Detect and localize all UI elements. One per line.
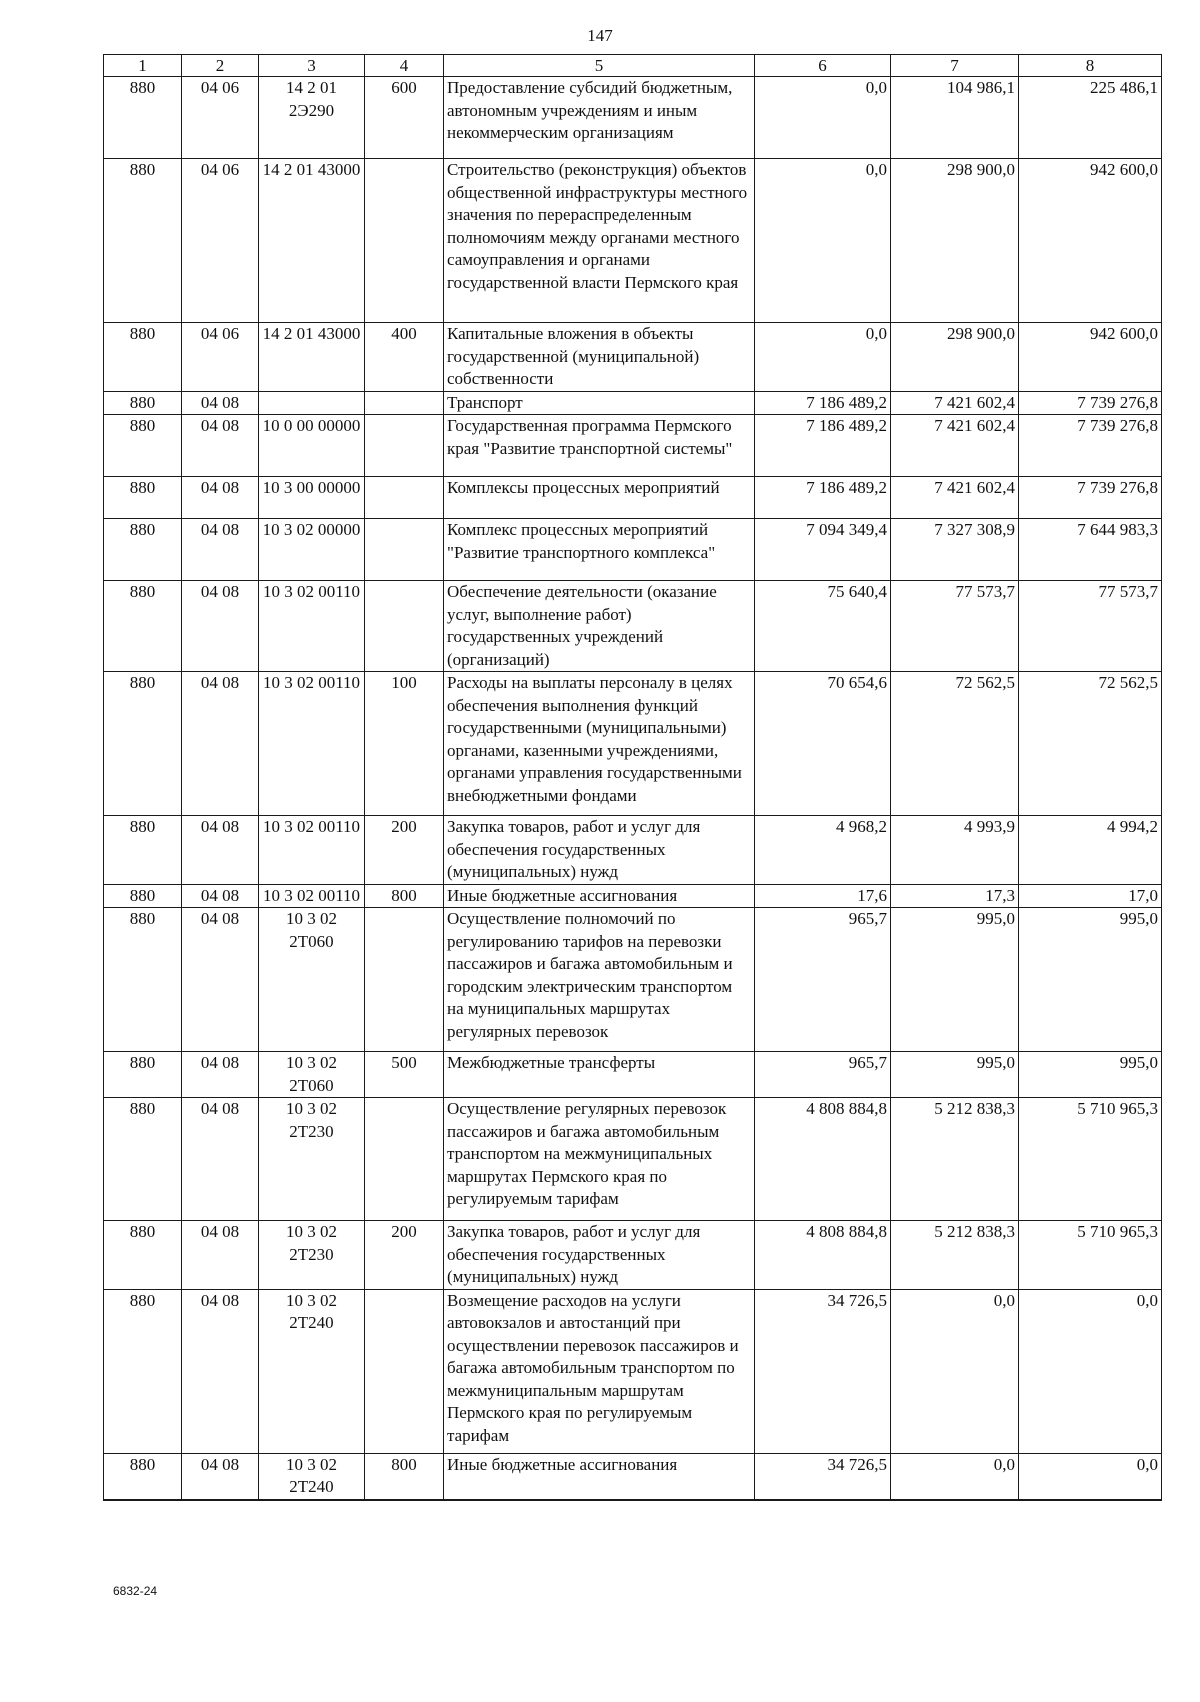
cell-amount-year-1: 7 186 489,2	[755, 415, 891, 477]
cell-target-article: 14 2 01 2Э290	[259, 77, 365, 159]
cell-amount-year-3: 72 562,5	[1019, 672, 1162, 816]
cell-amount-year-1: 0,0	[755, 323, 891, 392]
table-row	[104, 1098, 1162, 1221]
cell-amount-year-1: 0,0	[755, 159, 891, 323]
cell-section-code: 04 08	[182, 1453, 259, 1500]
cell-amount-year-2: 5 212 838,3	[891, 1221, 1019, 1290]
cell-amount-year-2: 7 421 602,4	[891, 391, 1019, 415]
cell-amount-year-1: 965,7	[755, 908, 891, 1052]
cell-target-article: 10 3 02 2T060	[259, 908, 365, 1052]
cell-section-code: 04 08	[182, 391, 259, 415]
table-body	[104, 77, 1162, 1500]
cell-section-code: 04 08	[182, 415, 259, 477]
column-header: 1	[104, 55, 182, 77]
table-row	[104, 908, 1162, 1052]
cell-expense-type: 200	[365, 1221, 444, 1290]
cell-target-article: 10 3 02 00110	[259, 672, 365, 816]
cell-description: Иные бюджетные ассигнования	[444, 1453, 755, 1500]
cell-target-article: 10 3 00 00000	[259, 477, 365, 519]
cell-admin-code: 880	[104, 816, 182, 885]
cell-amount-year-2: 0,0	[891, 1289, 1019, 1453]
cell-admin-code: 880	[104, 1221, 182, 1290]
cell-expense-type	[365, 159, 444, 323]
table-row	[104, 477, 1162, 519]
cell-expense-type	[365, 519, 444, 581]
cell-amount-year-3: 995,0	[1019, 908, 1162, 1052]
cell-section-code: 04 08	[182, 1221, 259, 1290]
cell-amount-year-3: 7 739 276,8	[1019, 415, 1162, 477]
cell-amount-year-2: 298 900,0	[891, 159, 1019, 323]
cell-admin-code: 880	[104, 884, 182, 908]
cell-amount-year-1: 7 186 489,2	[755, 391, 891, 415]
cell-amount-year-1: 75 640,4	[755, 581, 891, 672]
cell-target-article: 10 3 02 00110	[259, 884, 365, 908]
table-row	[104, 581, 1162, 672]
column-header: 8	[1019, 55, 1162, 77]
cell-expense-type	[365, 391, 444, 415]
cell-description: Государственная программа Пермского края "Развитие транспортной системы"	[444, 415, 755, 477]
cell-amount-year-3: 995,0	[1019, 1052, 1162, 1098]
column-header: 6	[755, 55, 891, 77]
cell-section-code: 04 06	[182, 323, 259, 392]
cell-target-article: 10 0 00 00000	[259, 415, 365, 477]
cell-admin-code: 880	[104, 1453, 182, 1500]
cell-expense-type: 400	[365, 323, 444, 392]
cell-expense-type	[365, 908, 444, 1052]
cell-description: Комплексы процессных мероприятий	[444, 477, 755, 519]
cell-amount-year-3: 5 710 965,3	[1019, 1098, 1162, 1221]
document-code: 6832-24	[113, 1584, 158, 1598]
cell-section-code: 04 08	[182, 519, 259, 581]
column-number-row	[104, 55, 1162, 77]
cell-section-code: 04 08	[182, 884, 259, 908]
cell-section-code: 04 08	[182, 1098, 259, 1221]
cell-target-article: 10 3 02 2T240	[259, 1289, 365, 1453]
cell-amount-year-2: 298 900,0	[891, 323, 1019, 392]
cell-description: Предоставление субсидий бюджетным, автономным учреждениям и иным некоммерческим организациям	[444, 77, 755, 159]
cell-section-code: 04 08	[182, 908, 259, 1052]
cell-description: Закупка товаров, работ и услуг для обеспечения государственных (муниципальных) нужд	[444, 816, 755, 885]
table-row	[104, 415, 1162, 477]
cell-amount-year-3: 942 600,0	[1019, 159, 1162, 323]
cell-expense-type: 200	[365, 816, 444, 885]
budget-table	[103, 54, 1162, 1501]
cell-admin-code: 880	[104, 391, 182, 415]
cell-admin-code: 880	[104, 519, 182, 581]
cell-expense-type: 800	[365, 1453, 444, 1500]
cell-amount-year-1: 4 968,2	[755, 816, 891, 885]
cell-description: Возмещение расходов на услуги автовокзалов и автостанций при осуществлении перевозок пассажиров и багажа автомобильным транспортом по межмуниципальным маршрутам Пермского края по регулируемым тарифам	[444, 1289, 755, 1453]
cell-description: Иные бюджетные ассигнования	[444, 884, 755, 908]
cell-target-article	[259, 391, 365, 415]
cell-description: Межбюджетные трансферты	[444, 1052, 755, 1098]
table-row	[104, 1289, 1162, 1453]
cell-amount-year-1: 17,6	[755, 884, 891, 908]
cell-target-article: 10 3 02 00000	[259, 519, 365, 581]
cell-amount-year-2: 77 573,7	[891, 581, 1019, 672]
cell-expense-type	[365, 581, 444, 672]
table-row	[104, 884, 1162, 908]
cell-expense-type	[365, 415, 444, 477]
cell-target-article: 10 3 02 2T060	[259, 1052, 365, 1098]
cell-description: Строительство (реконструкция) объектов общественной инфраструктуры местного значения по перераспределенным полномочиям между органами местного самоуправления и органами государственной власти Пермского края	[444, 159, 755, 323]
cell-admin-code: 880	[104, 908, 182, 1052]
cell-description: Расходы на выплаты персоналу в целях обеспечения выполнения функций государственными (муниципальными) органами, казенными учреждениями, органами управления государственными внебюджетными фондами	[444, 672, 755, 816]
cell-expense-type	[365, 477, 444, 519]
cell-amount-year-2: 4 993,9	[891, 816, 1019, 885]
column-header: 2	[182, 55, 259, 77]
cell-amount-year-3: 0,0	[1019, 1453, 1162, 1500]
cell-target-article: 14 2 01 43000	[259, 323, 365, 392]
table-row	[104, 816, 1162, 885]
cell-expense-type: 500	[365, 1052, 444, 1098]
cell-description: Осуществление регулярных перевозок пассажиров и багажа автомобильным транспортом на межмуниципальных маршрутах Пермского края по регулируемым тарифам	[444, 1098, 755, 1221]
cell-target-article: 10 3 02 2T240	[259, 1453, 365, 1500]
cell-amount-year-1: 0,0	[755, 77, 891, 159]
cell-amount-year-2: 0,0	[891, 1453, 1019, 1500]
cell-amount-year-1: 34 726,5	[755, 1289, 891, 1453]
cell-section-code: 04 08	[182, 816, 259, 885]
table-row	[104, 1453, 1162, 1500]
cell-amount-year-3: 17,0	[1019, 884, 1162, 908]
cell-amount-year-1: 34 726,5	[755, 1453, 891, 1500]
cell-amount-year-2: 7 421 602,4	[891, 415, 1019, 477]
cell-target-article: 10 3 02 2T230	[259, 1221, 365, 1290]
cell-section-code: 04 08	[182, 1052, 259, 1098]
cell-amount-year-1: 7 186 489,2	[755, 477, 891, 519]
cell-target-article: 10 3 02 00110	[259, 581, 365, 672]
cell-description: Транспорт	[444, 391, 755, 415]
cell-admin-code: 880	[104, 1289, 182, 1453]
cell-amount-year-3: 225 486,1	[1019, 77, 1162, 159]
page-number: 147	[587, 26, 613, 45]
column-header: 7	[891, 55, 1019, 77]
table-row	[104, 159, 1162, 323]
cell-admin-code: 880	[104, 672, 182, 816]
cell-expense-type: 100	[365, 672, 444, 816]
cell-admin-code: 880	[104, 323, 182, 392]
cell-section-code: 04 08	[182, 1289, 259, 1453]
cell-section-code: 04 08	[182, 581, 259, 672]
cell-amount-year-2: 7 421 602,4	[891, 477, 1019, 519]
cell-amount-year-2: 995,0	[891, 908, 1019, 1052]
cell-amount-year-3: 7 644 983,3	[1019, 519, 1162, 581]
cell-section-code: 04 08	[182, 477, 259, 519]
cell-amount-year-2: 995,0	[891, 1052, 1019, 1098]
cell-amount-year-1: 4 808 884,8	[755, 1221, 891, 1290]
cell-expense-type: 600	[365, 77, 444, 159]
cell-expense-type: 800	[365, 884, 444, 908]
cell-amount-year-2: 104 986,1	[891, 77, 1019, 159]
column-header: 5	[444, 55, 755, 77]
column-header: 3	[259, 55, 365, 77]
cell-amount-year-3: 942 600,0	[1019, 323, 1162, 392]
table-row	[104, 391, 1162, 415]
cell-amount-year-1: 7 094 349,4	[755, 519, 891, 581]
cell-amount-year-1: 70 654,6	[755, 672, 891, 816]
cell-admin-code: 880	[104, 77, 182, 159]
cell-amount-year-2: 5 212 838,3	[891, 1098, 1019, 1221]
table-row	[104, 1052, 1162, 1098]
cell-section-code: 04 08	[182, 672, 259, 816]
cell-admin-code: 880	[104, 477, 182, 519]
cell-expense-type	[365, 1289, 444, 1453]
cell-expense-type	[365, 1098, 444, 1221]
cell-admin-code: 880	[104, 581, 182, 672]
cell-admin-code: 880	[104, 1052, 182, 1098]
cell-admin-code: 880	[104, 159, 182, 323]
table-row	[104, 323, 1162, 392]
cell-description: Закупка товаров, работ и услуг для обеспечения государственных (муниципальных) нужд	[444, 1221, 755, 1290]
cell-section-code: 04 06	[182, 77, 259, 159]
cell-target-article: 14 2 01 43000	[259, 159, 365, 323]
cell-amount-year-2: 17,3	[891, 884, 1019, 908]
cell-amount-year-2: 7 327 308,9	[891, 519, 1019, 581]
cell-target-article: 10 3 02 00110	[259, 816, 365, 885]
cell-amount-year-3: 7 739 276,8	[1019, 391, 1162, 415]
cell-amount-year-2: 72 562,5	[891, 672, 1019, 816]
table-row	[104, 519, 1162, 581]
column-header: 4	[365, 55, 444, 77]
cell-section-code: 04 06	[182, 159, 259, 323]
cell-amount-year-1: 965,7	[755, 1052, 891, 1098]
cell-description: Осуществление полномочий по регулированию тарифов на перевозки пассажиров и багажа автомобильным и городским электрическим транспортом на муниципальных маршрутах регулярных перевозок	[444, 908, 755, 1052]
cell-amount-year-3: 0,0	[1019, 1289, 1162, 1453]
cell-description: Капитальные вложения в объекты государственной (муниципальной) собственности	[444, 323, 755, 392]
table-row	[104, 77, 1162, 159]
cell-amount-year-3: 77 573,7	[1019, 581, 1162, 672]
cell-amount-year-3: 4 994,2	[1019, 816, 1162, 885]
cell-amount-year-3: 7 739 276,8	[1019, 477, 1162, 519]
cell-admin-code: 880	[104, 1098, 182, 1221]
cell-target-article: 10 3 02 2T230	[259, 1098, 365, 1221]
cell-amount-year-1: 4 808 884,8	[755, 1098, 891, 1221]
cell-admin-code: 880	[104, 415, 182, 477]
table-row	[104, 1221, 1162, 1290]
cell-description: Комплекс процессных мероприятий "Развитие транспортного комплекса"	[444, 519, 755, 581]
cell-amount-year-3: 5 710 965,3	[1019, 1221, 1162, 1290]
table-row	[104, 672, 1162, 816]
cell-description: Обеспечение деятельности (оказание услуг, выполнение работ) государственных учреждений (организаций)	[444, 581, 755, 672]
